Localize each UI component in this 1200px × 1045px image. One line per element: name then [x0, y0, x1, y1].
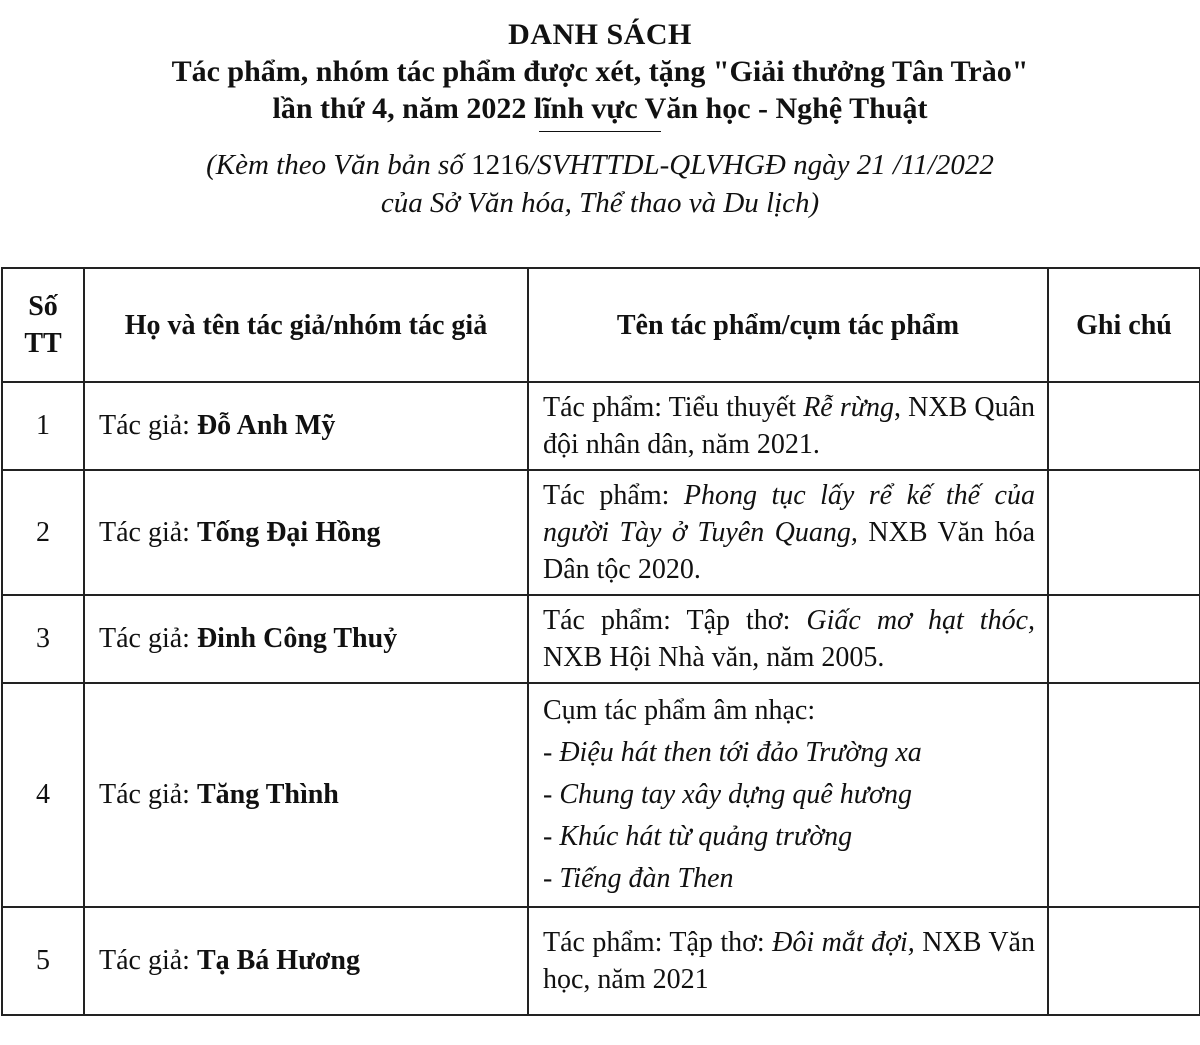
author-prefix: Tác giả: — [99, 410, 197, 441]
reference-code: /SVHTTDL-QLVHGĐ ngày — [529, 149, 857, 181]
row-note — [1048, 470, 1200, 595]
work-title: Rễ rừng — [803, 392, 895, 423]
work-item: - Tiếng đàn Then — [543, 863, 734, 894]
row-work — [528, 470, 1048, 595]
row-work — [528, 382, 1048, 470]
work-title: Phong tục lấy rể kế thế của người Tày ở Tuyên Quang, — [543, 480, 1035, 548]
author-name: Đinh Công Thuỷ — [196, 623, 398, 654]
reference-prefix: (Kèm theo Văn bản số — [206, 149, 472, 181]
row-stt: 4 — [2, 683, 84, 907]
row-work — [528, 907, 1048, 1015]
table-row — [2, 382, 1200, 470]
row-note — [1048, 907, 1200, 1015]
reference-line-2: của Sở Văn hóa, Thể thao và Du lịch) — [380, 187, 820, 219]
table-header-row — [2, 268, 1200, 382]
author-prefix: Tác giả: — [99, 516, 197, 548]
work-details: NXB Văn học, năm 2021 — [543, 927, 1035, 995]
row-work — [528, 595, 1048, 683]
table-row — [2, 907, 1200, 1015]
work-title: Giấc mơ hạt thóc, — [806, 605, 1036, 636]
reference-number: 1216 — [471, 149, 530, 181]
award-list-table — [1, 267, 1200, 1016]
work-details: NXB Hội Nhà văn, năm 2005. — [543, 642, 885, 673]
table-row — [2, 683, 1200, 907]
author-name: Tạ Bá Hương — [196, 945, 360, 976]
row-stt: 3 — [2, 595, 84, 683]
row-author — [84, 470, 528, 595]
author-prefix: Tác giả: — [99, 779, 197, 810]
row-author — [84, 683, 528, 907]
row-note — [1048, 595, 1200, 683]
header-author: Họ và tên tác giả/nhóm tác giả — [84, 268, 528, 382]
document-subtitle-line-1: Tác phẩm, nhóm tác phẩm được xét, tặng "Giải thưởng Tân Trào" — [171, 55, 1029, 88]
work-prefix: Tác phẩm: Tập thơ: — [543, 927, 773, 958]
document-title: DANH SÁCH — [508, 18, 692, 51]
row-author — [84, 595, 528, 683]
work-details: , NXB Quân đội nhân dân, năm 2021. — [543, 392, 1035, 460]
author-name: Đỗ Anh Mỹ — [196, 410, 336, 441]
document-subtitle-line-2: lần thứ 4, năm 2022 lĩnh vực Văn học - Nghệ Thuật — [272, 92, 928, 125]
header-note: Ghi chú — [1048, 268, 1200, 382]
work-prefix: Tác phẩm: Tập thơ: — [543, 605, 807, 636]
row-stt: 1 — [2, 382, 84, 470]
table-row — [2, 595, 1200, 683]
work-group-intro: Cụm tác phẩm âm nhạc: — [543, 695, 816, 726]
work-title: Đôi mắt đợi, — [772, 927, 915, 958]
reference-date: 21 /11/2022 — [856, 149, 994, 181]
row-stt: 2 — [2, 470, 84, 595]
reference-line-1 — [0, 146, 1200, 184]
row-note — [1048, 382, 1200, 470]
header-work: Tên tác phẩm/cụm tác phẩm — [528, 268, 1048, 382]
row-stt: 5 — [2, 907, 84, 1015]
work-item: - Chung tay xây dựng quê hương — [543, 779, 912, 810]
work-details: NXB Văn hóa Dân tộc 2020. — [543, 517, 1036, 585]
work-prefix: Tác phẩm: — [543, 480, 684, 511]
row-author — [84, 907, 528, 1015]
title-underline-divider — [539, 131, 661, 132]
header-stt-label: Số TT — [24, 291, 62, 359]
row-note — [1048, 683, 1200, 907]
author-prefix: Tác giả: — [99, 945, 197, 976]
header-stt — [2, 268, 84, 382]
work-prefix: Tác phẩm: Tiểu thuyết — [543, 392, 804, 423]
author-name: Tăng Thình — [196, 779, 339, 810]
row-work — [528, 683, 1048, 907]
author-prefix: Tác giả: — [99, 623, 197, 654]
work-item: - Điệu hát then tới đảo Trường xa — [543, 737, 922, 768]
table-row — [2, 470, 1200, 595]
work-item: - Khúc hát từ quảng trường — [543, 821, 853, 852]
author-name: Tống Đại Hồng — [196, 516, 381, 548]
row-author — [84, 382, 528, 470]
document-header — [0, 16, 1200, 222]
